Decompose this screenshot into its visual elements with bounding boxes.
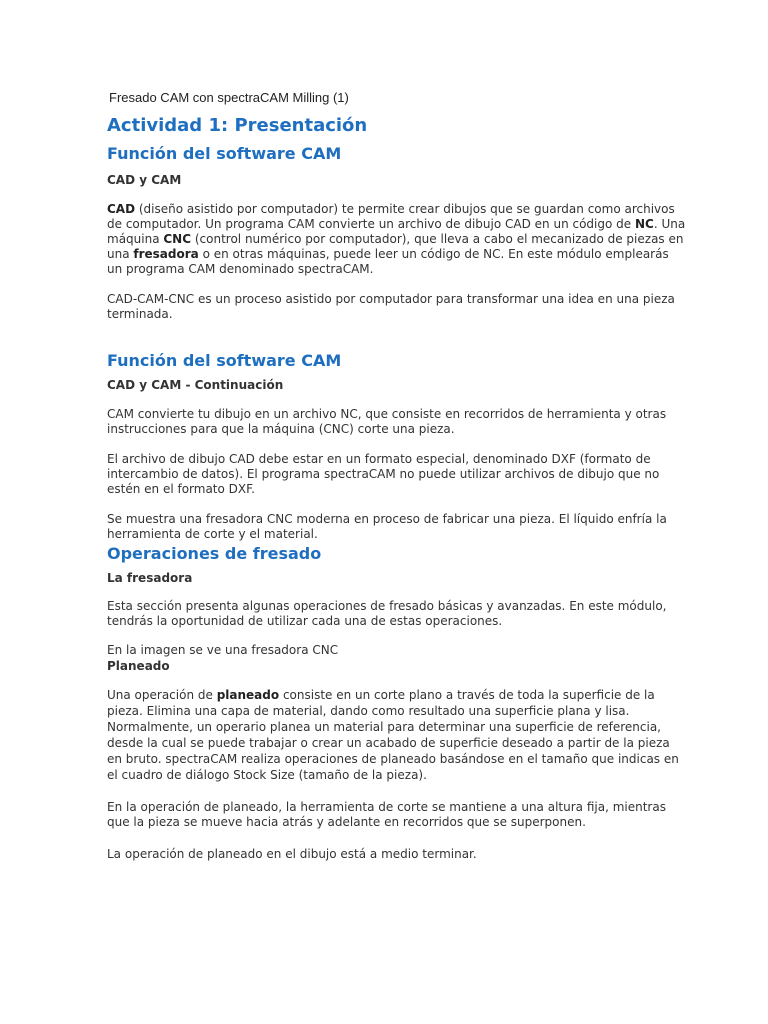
section3-paragraph4: En la operación de planeado, la herramienta de corte se mantiene a una altura fija, mientras que la pieza se mueve hacia atrás y adelante en recorridos que se superponen. — [107, 800, 666, 829]
text-run: (diseño asistido por computador) te permite crear dibujos que se guardan como archivos de computador. Un programa CAM convierte un archivo de dibujo CAD en un código de — [107, 202, 675, 231]
section1-subheading: CAD y CAM — [107, 173, 182, 187]
bold-term-planeado: planeado — [216, 688, 280, 702]
section1-paragraph2: CAD-CAM-CNC es un proceso asistido por computador para transformar una idea en una pieza terminada. — [107, 292, 675, 321]
text-run: Una operación de — [107, 688, 217, 702]
section2-paragraph1: CAM convierte tu dibujo en un archivo NC, que consiste en recorridos de herramienta y otras instrucciones para que la máquina (CNC) corte una pieza. — [107, 407, 667, 436]
text-run: o en otras máquinas, puede leer un código de NC. En este módulo emplearás un programa CAM denominado spectraCAM. — [107, 247, 669, 276]
section3-paragraph2: En la imagen se ve una fresadora CNC — [107, 643, 339, 657]
section2-paragraph3: Se muestra una fresadora CNC moderna en proceso de fabricar una pieza. El líquido enfría la herramienta de corte y el material. — [107, 512, 667, 541]
document-header-title: Fresado CAM con spectraCAM Milling (1) — [109, 90, 349, 105]
document-content — [107, 112, 687, 862]
text-run: consiste en un corte plano a través de toda la superficie de la pieza. Elimina una capa de material, dando como resultado una superficie plana y lisa. Normalmente, un operario planea un material para determinar una superficie de referencia, desde la cual se puede trabajar o crear un acabado de superficie deseado a partir de la pieza en bruto. spectraCAM realiza operaciones de planeado basándose en el tamaño que indicas en el cuadro de diálogo Stock Size (tamaño de la pieza). — [107, 688, 679, 782]
section2-subheading: CAD y CAM - Continuación — [107, 378, 284, 392]
bold-term-cad: CAD — [107, 202, 136, 216]
section2-heading: Función del software CAM — [107, 351, 342, 370]
section2-paragraph2: El archivo de dibujo CAD debe estar en un formato especial, denominado DXF (formato de intercambio de datos). El programa spectraCAM no puede utilizar archivos de dibujo que no estén en el formato DXF. — [107, 452, 660, 496]
section3-paragraph5: La operación de planeado en el dibujo está a medio terminar. — [107, 847, 477, 861]
activity-title: Actividad 1: Presentación — [107, 115, 368, 136]
bold-term-nc: NC — [634, 217, 654, 231]
section3-subheading: La fresadora — [107, 571, 193, 585]
section3-paragraph3 — [107, 687, 687, 783]
text-run: . Una máquina — [107, 217, 686, 246]
bold-term-cnc: CNC — [163, 232, 192, 246]
section3-paragraph1: Esta sección presenta algunas operaciones de fresado básicas y avanzadas. En este módulo, tendrás la oportunidad de utilizar cada una de estas operaciones. — [107, 599, 667, 628]
section1-paragraph1 — [107, 202, 687, 277]
bold-term-fresadora: fresadora — [133, 247, 199, 261]
section3-subheading-planeado: Planeado — [107, 659, 170, 673]
text-run: (control numérico por computador), que lleva a cabo el mecanizado de piezas en una — [107, 232, 684, 261]
section1-heading: Función del software CAM — [107, 144, 342, 163]
section3-heading: Operaciones de fresado — [107, 544, 322, 563]
